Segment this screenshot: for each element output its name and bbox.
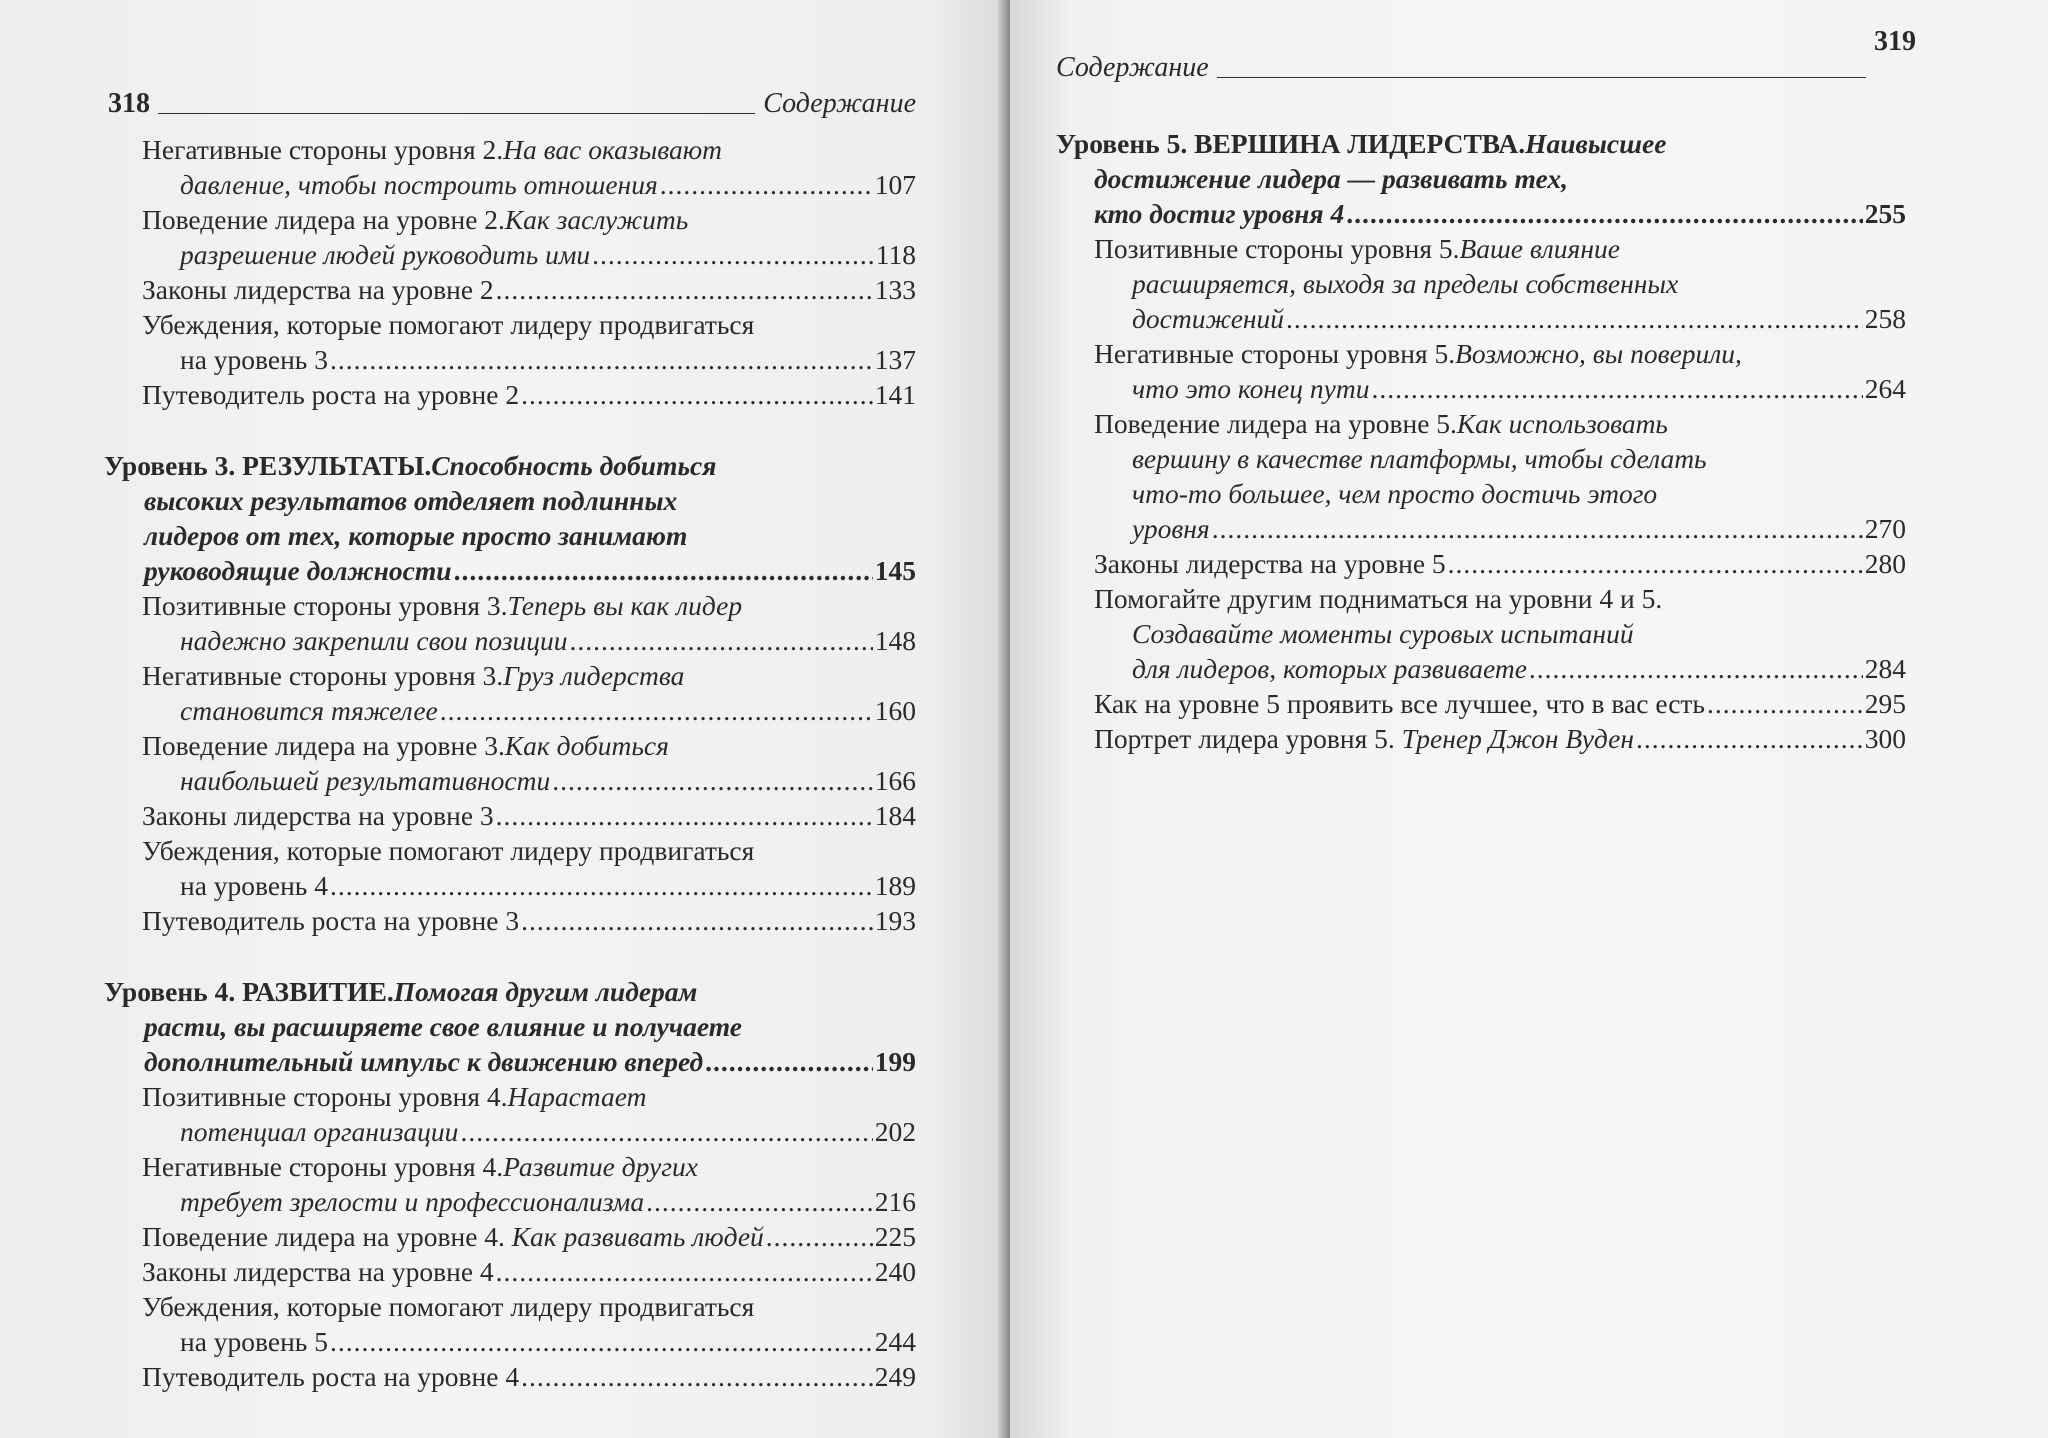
leader-dots [521, 1359, 873, 1394]
entry-title: Законы лидерства на уровне 4 [142, 1256, 494, 1287]
entry-subtitle: надежно закрепили свои позиции [180, 625, 568, 656]
running-title-left: Содержание [763, 88, 916, 119]
toc-entry [104, 307, 916, 377]
entry-subtitle: Теперь вы как лидер [507, 590, 743, 621]
page-ref: 280 [1864, 548, 1906, 579]
toc-section-heading [104, 448, 916, 588]
toc-line-text [1132, 651, 1527, 686]
section-subtitle: дополнительный импульс к движению вперед [144, 1046, 704, 1077]
right-page-header [1056, 26, 1916, 84]
toc-entry [104, 1149, 916, 1219]
page-ref: 295 [1864, 688, 1906, 719]
leader-dots [646, 1184, 873, 1219]
page-ref: 141 [874, 379, 916, 410]
page-ref: 300 [1864, 723, 1906, 754]
leader-dots [496, 798, 873, 833]
left-page [0, 0, 1008, 1438]
entry-title: Позитивные стороны уровня 5. [1094, 233, 1460, 264]
toc-line [104, 167, 916, 202]
leader-dots [496, 272, 873, 307]
leader-dots [1529, 651, 1863, 686]
toc-line [1056, 616, 1906, 651]
entry-title: Негативные стороны уровня 3. [142, 660, 504, 691]
toc-line-text [180, 763, 550, 798]
entry-subtitle: давление, чтобы построить отношения [180, 169, 658, 200]
section-subtitle: руководящие должности [144, 555, 452, 586]
toc-line [104, 1254, 916, 1289]
entry-title: Поведение лидера на уровне 5. [1094, 408, 1457, 439]
section-gap [104, 938, 916, 974]
entry-title: Законы лидерства на уровне 2 [142, 274, 494, 305]
leader-dots [1707, 686, 1863, 721]
toc-line [104, 903, 916, 938]
toc-line [1056, 511, 1906, 546]
entry-title: Убеждения, которые помогают лидеру продвигаться [142, 1291, 755, 1322]
toc-entry [1056, 721, 1906, 756]
toc-line [104, 763, 916, 798]
toc-line [1056, 651, 1906, 686]
toc-line-text [180, 167, 658, 202]
section-subtitle: Способность добиться [431, 450, 717, 481]
toc-entry [104, 1219, 916, 1254]
leader-dots [1286, 301, 1863, 336]
entry-subtitle: уровня [1132, 513, 1210, 544]
right-toc [1056, 126, 1906, 756]
page-ref: 255 [1864, 198, 1906, 229]
toc-line-text [180, 1114, 458, 1149]
page-ref: 193 [874, 905, 916, 936]
entry-title: Негативные стороны уровня 2. [142, 134, 504, 165]
entry-subtitle: становится тяжелее [180, 695, 438, 726]
toc-line-text [144, 553, 452, 588]
leader-dots [440, 693, 873, 728]
page-ref: 148 [874, 625, 916, 656]
page-ref: 107 [874, 169, 916, 200]
toc-entry [104, 377, 916, 412]
section-gap [104, 412, 916, 448]
toc-line-text [144, 1044, 703, 1079]
toc-line [104, 588, 916, 623]
page-ref: 258 [1864, 303, 1906, 334]
toc-line [104, 342, 916, 377]
toc-line [1056, 336, 1906, 371]
page-ref: 225 [874, 1221, 916, 1252]
entry-subtitle: Груз лидерства [503, 660, 685, 691]
page-ref: 240 [874, 1256, 916, 1287]
toc-line [104, 1149, 916, 1184]
toc-line-text [180, 693, 438, 728]
toc-entry [1056, 336, 1906, 406]
page-number-left: 318 [108, 88, 150, 119]
toc-line-text [1132, 511, 1210, 546]
entry-subtitle: что это конец пути [1132, 373, 1370, 404]
page-ref: 270 [1864, 513, 1906, 544]
page-ref: 184 [874, 800, 916, 831]
toc-line [104, 553, 916, 588]
entry-subtitle: что-то большее, чем просто достичь этого [1132, 478, 1658, 509]
toc-line [104, 1009, 916, 1044]
toc-line [104, 1114, 916, 1149]
entry-title: Законы лидерства на уровне 5 [1094, 548, 1446, 579]
toc-line [1056, 441, 1906, 476]
section-subtitle: достижение лидера — развивать тех, [1094, 163, 1568, 194]
section-subtitle: Помогая другим лидерам [393, 976, 698, 1007]
leader-dots [460, 1114, 872, 1149]
page-ref: 264 [1864, 373, 1906, 404]
toc-line-text [142, 903, 519, 938]
toc-entry [104, 1289, 916, 1359]
section-subtitle: кто достиг уровня 4 [1094, 198, 1345, 229]
toc-entry [1056, 406, 1906, 546]
toc-line-text [180, 623, 567, 658]
entry-subtitle: Тренер Джон Вуден [1401, 723, 1634, 754]
toc-line-text [180, 342, 328, 377]
page-ref: 199 [874, 1046, 916, 1077]
page-ref: 118 [875, 239, 916, 270]
toc-line-text [180, 1184, 644, 1219]
entry-title: Поведение лидера на уровне 3. [142, 730, 505, 761]
entry-subtitle: наибольшей результативности [180, 765, 551, 796]
page-ref: 249 [874, 1361, 916, 1392]
page-ref: 202 [874, 1116, 916, 1147]
leader-dots [660, 167, 873, 202]
entry-title: Позитивные стороны уровня 4. [142, 1081, 508, 1112]
entry-subtitle: Как использовать [1456, 408, 1668, 439]
toc-line [104, 868, 916, 903]
entry-subtitle: Возможно, вы поверили, [1455, 338, 1742, 369]
toc-line [104, 1359, 916, 1394]
header-rule [1217, 77, 1866, 78]
toc-line-text [180, 237, 590, 272]
entry-continuation: на уровень 5 [180, 1326, 328, 1357]
section-subtitle: Наивысшее [1525, 128, 1667, 159]
toc-line-text [1094, 546, 1446, 581]
toc-entry [1056, 686, 1906, 721]
toc-section-heading [1056, 126, 1906, 231]
entry-title: Путеводитель роста на уровне 3 [142, 905, 520, 936]
page-ref: 189 [874, 870, 916, 901]
toc-line-text [142, 377, 519, 412]
entry-title: Поведение лидера на уровне 4. [142, 1221, 512, 1252]
toc-line [104, 1044, 916, 1079]
entry-subtitle: Как развивать людей [511, 1221, 764, 1252]
page-number-right: 319 [1874, 26, 1916, 57]
page-ref: 216 [874, 1186, 916, 1217]
entry-title: Как на уровне 5 проявить все лучшее, что в вас есть [1094, 688, 1705, 719]
section-subtitle: лидеров от тех, которые просто занимают [144, 520, 688, 551]
running-title-right: Содержание [1056, 52, 1209, 83]
toc-entry [104, 798, 916, 833]
toc-line [104, 1184, 916, 1219]
entry-subtitle: Как заслужить [504, 204, 689, 235]
toc-entry [104, 202, 916, 272]
entry-subtitle: Ваше влияние [1459, 233, 1620, 264]
toc-entry [1056, 581, 1906, 686]
toc-line [1056, 581, 1906, 616]
leader-dots [454, 553, 873, 588]
left-toc [104, 132, 916, 1394]
entry-subtitle: Нарастает [507, 1081, 647, 1112]
entry-title: Убеждения, которые помогают лидеру продвигаться [142, 835, 755, 866]
toc-line [1056, 301, 1906, 336]
page-ref: 284 [1864, 653, 1906, 684]
entry-subtitle: Развитие других [503, 1151, 698, 1182]
toc-line-text [142, 1254, 494, 1289]
toc-line [1056, 371, 1906, 406]
toc-line [104, 377, 916, 412]
toc-line [1056, 686, 1906, 721]
toc-line [104, 1324, 916, 1359]
toc-line [104, 798, 916, 833]
toc-line [1056, 126, 1906, 161]
toc-line-text [1132, 371, 1369, 406]
leader-dots [521, 377, 873, 412]
toc-entry [1056, 546, 1906, 581]
section-subtitle: высоких результатов отделяет подлинных [144, 485, 678, 516]
leader-dots [1346, 196, 1863, 231]
page-ref: 244 [874, 1326, 916, 1357]
toc-line [104, 623, 916, 658]
toc-line-text [142, 1219, 764, 1254]
entry-title: Негативные стороны уровня 4. [142, 1151, 504, 1182]
entry-subtitle: требует зрелости и профессионализма [180, 1186, 645, 1217]
toc-line [104, 483, 916, 518]
toc-entry [104, 658, 916, 728]
toc-entry [104, 728, 916, 798]
page-ref: 145 [874, 555, 916, 586]
toc-line-text [1094, 686, 1705, 721]
leader-dots [496, 1254, 873, 1289]
entry-subtitle: вершину в качестве платформы, чтобы сделать [1132, 443, 1707, 474]
page-ref: 137 [874, 344, 916, 375]
toc-line-text [1132, 301, 1284, 336]
leader-dots [1371, 371, 1862, 406]
toc-line-text [142, 272, 494, 307]
section-title: Уровень 4. РАЗВИТИЕ. [104, 976, 394, 1007]
page-ref: 160 [874, 695, 916, 726]
right-page [1010, 0, 2048, 1438]
leader-dots [552, 763, 873, 798]
toc-line [1056, 546, 1906, 581]
entry-subtitle: для лидеров, которых развиваете [1132, 653, 1527, 684]
toc-entry [104, 903, 916, 938]
section-title: Уровень 5. ВЕРШИНА ЛИДЕРСТВА. [1056, 128, 1526, 159]
toc-line [104, 307, 916, 342]
entry-subtitle: достижений [1132, 303, 1285, 334]
left-page-header [108, 88, 916, 120]
entry-title: Поведение лидера на уровне 2. [142, 204, 505, 235]
entry-title: Помогайте другим подниматься на уровни 4 и 5. [1094, 583, 1663, 614]
entry-continuation: на уровень 4 [180, 870, 328, 901]
toc-entry [104, 272, 916, 307]
toc-entry [104, 132, 916, 202]
entry-title: Путеводитель роста на уровне 4 [142, 1361, 520, 1392]
toc-line-text [180, 868, 328, 903]
entry-continuation: на уровень 3 [180, 344, 328, 375]
leader-dots [1448, 546, 1863, 581]
toc-line [104, 1219, 916, 1254]
header-rule [158, 113, 755, 114]
entry-title: Законы лидерства на уровне 3 [142, 800, 494, 831]
toc-line [104, 237, 916, 272]
leader-dots [330, 342, 873, 377]
leader-dots [766, 1219, 873, 1254]
toc-line [1056, 266, 1906, 301]
toc-line [1056, 161, 1906, 196]
leader-dots [705, 1044, 873, 1079]
toc-line [104, 658, 916, 693]
toc-line [104, 833, 916, 868]
entry-subtitle: расширяется, выходя за пределы собственных [1132, 268, 1679, 299]
section-title: Уровень 3. РЕЗУЛЬТАТЫ. [104, 450, 432, 481]
entry-title: Негативные стороны уровня 5. [1094, 338, 1456, 369]
entry-subtitle: разрешение людей руководить ими [180, 239, 591, 270]
entry-title: Путеводитель роста на уровне 2 [142, 379, 520, 410]
toc-line-text [1094, 721, 1634, 756]
toc-line [104, 132, 916, 167]
toc-line-text [142, 1359, 519, 1394]
toc-line [104, 1289, 916, 1324]
leader-dots [330, 868, 873, 903]
toc-line [1056, 476, 1906, 511]
entry-title: Портрет лидера уровня 5. [1094, 723, 1402, 754]
toc-section-heading [104, 974, 916, 1079]
leader-dots [1636, 721, 1863, 756]
toc-line [104, 728, 916, 763]
toc-line [104, 974, 916, 1009]
section-subtitle: расти, вы расширяете свое влияние и получаете [144, 1011, 743, 1042]
entry-subtitle: Создавайте моменты суровых испытаний [1132, 618, 1634, 649]
toc-line [1056, 721, 1906, 756]
toc-line-text [1094, 196, 1344, 231]
leader-dots [569, 623, 872, 658]
toc-line-text [180, 1324, 328, 1359]
entry-subtitle: потенциал организации [180, 1116, 459, 1147]
entry-subtitle: Как добиться [504, 730, 669, 761]
page-ref: 133 [874, 274, 916, 305]
toc-line-text [142, 798, 494, 833]
toc-line [104, 272, 916, 307]
toc-line [1056, 406, 1906, 441]
entry-title: Убеждения, которые помогают лидеру продвигаться [142, 309, 755, 340]
toc-entry [104, 588, 916, 658]
leader-dots [1212, 511, 1863, 546]
entry-title: Позитивные стороны уровня 3. [142, 590, 508, 621]
toc-line [104, 448, 916, 483]
toc-line [1056, 231, 1906, 266]
toc-entry [104, 1254, 916, 1289]
entry-subtitle: На вас оказывают [503, 134, 722, 165]
leader-dots [521, 903, 873, 938]
toc-line [104, 518, 916, 553]
toc-line [1056, 196, 1906, 231]
toc-line [104, 202, 916, 237]
toc-entry [104, 1359, 916, 1394]
leader-dots [592, 237, 874, 272]
leader-dots [330, 1324, 873, 1359]
toc-entry [1056, 231, 1906, 336]
toc-line [104, 693, 916, 728]
toc-line [104, 1079, 916, 1114]
toc-entry [104, 1079, 916, 1149]
page-ref: 166 [874, 765, 916, 796]
toc-entry [104, 833, 916, 903]
